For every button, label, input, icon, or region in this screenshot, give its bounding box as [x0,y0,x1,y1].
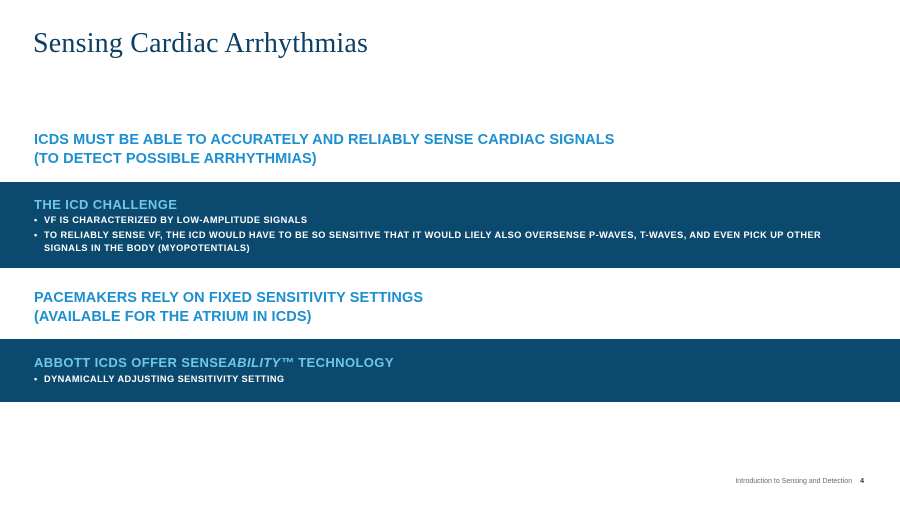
list-item [34,214,860,227]
icd-challenge-band [0,182,900,268]
heading-part: ABBOTT ICDS OFFER SENSE [34,355,228,370]
slide-footer [735,478,864,485]
icd-challenge-list [34,214,860,256]
key-statement-sensing [34,131,614,169]
statement-line: (AVAILABLE FOR THE ATRIUM IN ICDS) [34,309,312,325]
statement-line: PACEMAKERS RELY ON FIXED SENSITIVITY SETTINGS [34,290,424,306]
abbott-technology-list [34,373,860,388]
bullet-icon: • [34,215,38,225]
slide-title: Sensing Cardiac Arrhythmias [33,28,369,59]
abbott-technology-heading [34,355,394,370]
list-item-text: TO RELIABLY SENSE VF, THE ICD WOULD HAVE TO BE SO SENSITIVE THAT IT WOULD LIELY ALSO OVERSENSE P-WAVES, T-WAVES, AND EVEN PICK UP OTHER SIGNALS IN THE BODY (MYOPOTENTIALS) [44,229,822,253]
list-item-text: DYNAMICALLY ADJUSTING SENSITIVITY SETTING [44,374,285,384]
list-item [34,229,860,255]
bullet-icon: • [34,374,38,384]
icd-challenge-heading: THE ICD CHALLENGE [34,197,178,212]
key-statement-pacemakers [34,289,423,327]
heading-italic-part: ABILITY™ [227,355,295,370]
abbott-technology-band [0,339,900,402]
bullet-icon: • [34,229,38,240]
list-item [34,373,860,386]
heading-part: TECHNOLOGY [294,355,394,370]
statement-line: ICDS MUST BE ABLE TO ACCURATELY AND RELIABLY SENSE CARDIAC SIGNALS [34,132,615,148]
list-item-text: VF IS CHARACTERIZED BY LOW-AMPLITUDE SIGNALS [44,215,308,225]
page-number: 4 [860,478,864,485]
statement-line: (TO DETECT POSSIBLE ARRHYTHMIAS) [34,151,317,167]
footer-text: Introduction to Sensing and Detection [735,478,853,485]
